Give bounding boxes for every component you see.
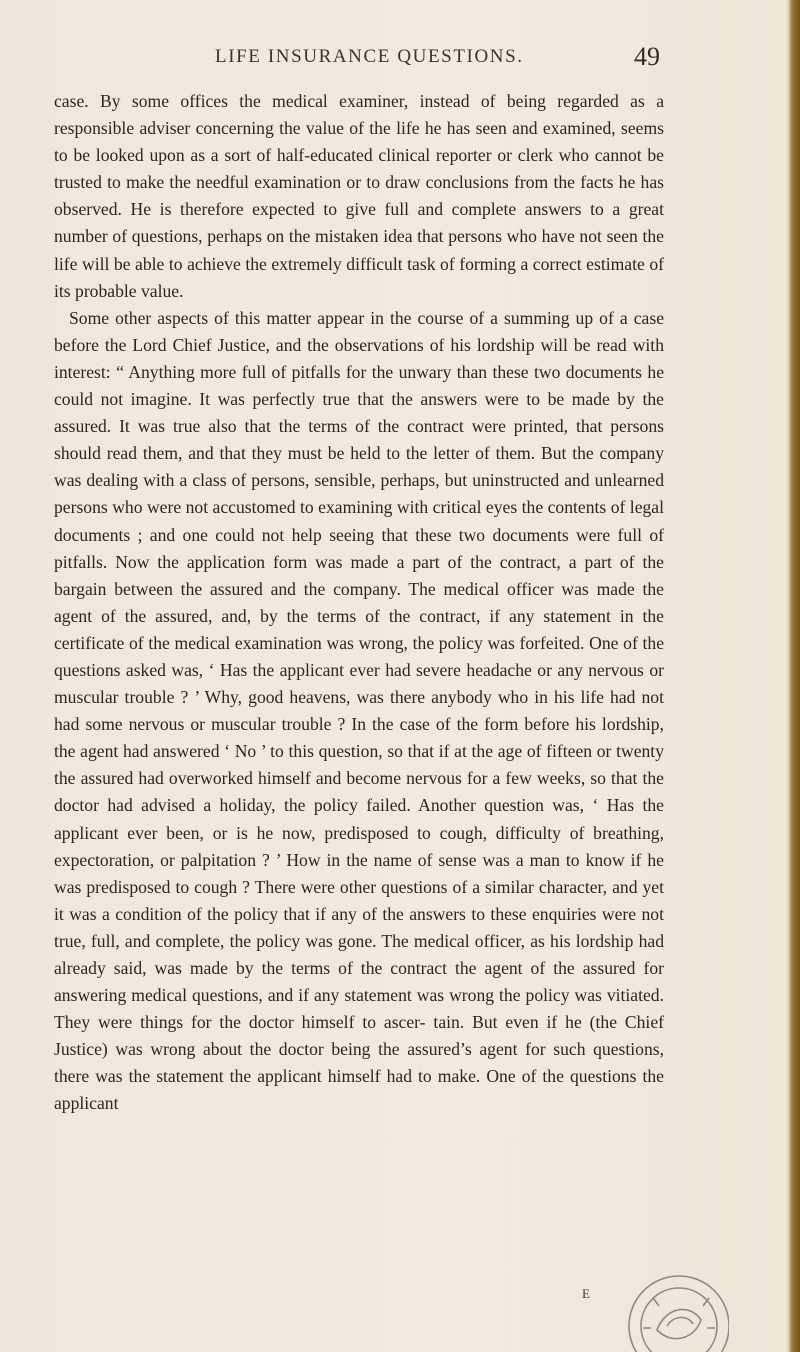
- body-text: [54, 88, 664, 1118]
- paragraph-2: Some other aspects of this matter appear in the course of a summing up of a case before the Lord Chief Justice, and the observations of his lordship will be read with interest: “ Anything more full of pitfalls for the unwary than these two documents he could not imagine. It was perfectly true that the answers were to be made by the assured. It was true also that the terms of the contract were printed, that persons should read them, and that they must be held to the letter of them. But the company was dealing with a class of persons, sensible, perhaps, but uninstructed and unlearned persons who were not accustomed to examining with critical eyes the contents of legal documents ; and one could not help seeing that these two documents were full of pitfalls. Now the application form was made a part of the contract, a part of the bargain between the assured and the company. The medical officer was made the agent of the assured, and, by the terms of the contract, if any statement in the certificate of the medical examination was wrong, the policy was forfeited. One of the questions asked was, ‘ Has the applicant ever had severe headache or any nervous or muscular trouble ? ’ Why, good heavens, was there anybody who in his life had not had some nervous or muscular trouble ? In the case of the form before his lordship, the agent had answered ‘ No ’ to this question, so that if at the age of fifteen or twenty the assured had overworked himself and become nervous for a few weeks, so that the doctor had advised a holiday, the policy failed. Another question was, ‘ Has the applicant ever been, or is he now, predisposed to cough, difficulty of breathing, expectoration, or palpitation ? ’ How in the name of sense was a man to know if he was predisposed to cough ? There were other questions of a similar character, and yet it was a condition of the policy that if any of the answers to these enquiries were not true, full, and complete, the policy was gone. The medical officer, as his lordship had already said, was made by the terms of the contract the agent of the assured for answering medical questions, and if any statement was wrong the policy was vitiated. They were things for the doctor himself to ascer- tain. But even if he (the Chief Justice) was wrong about the doctor being the assured’s agent for such questions, there was the statement the applicant himself had to make. One of the questions the applicant: [54, 307, 664, 1114]
- running-head: LIFE INSURANCE QUESTIONS.: [215, 46, 524, 67]
- page-number: 49: [634, 42, 660, 71]
- page-header: [215, 42, 660, 76]
- paragraph-1: case. By some offices the medical examiner, instead of being regarded as a responsible adviser concerning the value of the life he has seen and examined, seems to be looked upon as a sort of half-educated clinical reporter or clerk who cannot be trusted to make the needful examination or to draw conclusions from the facts he has observed. He is therefore expected to give full and complete answers to a great number of questions, perhaps on the mistaken idea that persons who have not seen the life will be able to achieve the extremely difficult task of forming a correct estimate of its probable value.: [54, 91, 664, 301]
- library-stamp-icon: [617, 1268, 729, 1352]
- signature-mark: E: [582, 1286, 591, 1301]
- library-stamp: [617, 1268, 729, 1352]
- book-edge: [790, 0, 800, 1352]
